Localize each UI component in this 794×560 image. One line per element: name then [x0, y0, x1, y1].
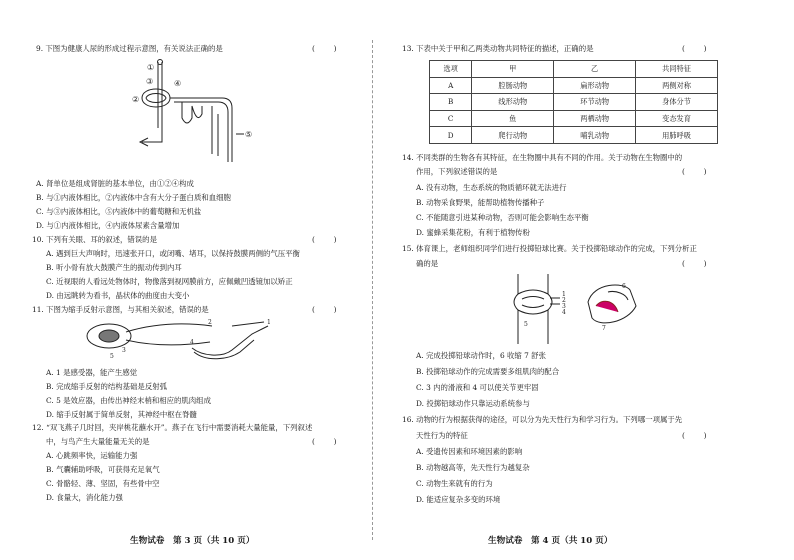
- table-cell: 两栖动物: [554, 110, 636, 127]
- q11-option-b: B. 完成缩手反射的结构基础是反射弧: [46, 382, 167, 391]
- q16-option-d: D. 能适应复杂多变的环境: [416, 495, 501, 504]
- q11-label-2: 2: [208, 319, 212, 326]
- kidney-nephron-figure: [132, 58, 267, 168]
- right-page: [402, 0, 748, 560]
- gray-matter-shape: [99, 330, 119, 342]
- tubule-loop-shape: [182, 102, 202, 123]
- joint-capsule: [518, 290, 548, 314]
- reflex-arc-figure: [82, 316, 272, 364]
- q15-option-c: C. 3 内的滑液和 4 可以使关节更牢固: [416, 383, 539, 392]
- q13-table: [429, 60, 718, 144]
- q15-label-3: 3: [562, 303, 566, 310]
- q14-stem-line2: 作用，下列叙述错误的是: [416, 167, 498, 176]
- q14-option-d: D. 蜜蜂采集花粉，有利于植物传粉: [416, 228, 530, 237]
- q11-option-c: C. 5 是效应器，由传出神经末梢和相应的肌肉组成: [46, 396, 211, 405]
- q9-label-4: ④: [174, 79, 182, 88]
- q12-option-c: C. 骨骼轻、薄、坚固，有些骨中空: [46, 479, 160, 488]
- table-cell: 鱼: [472, 110, 554, 127]
- triceps-line: [608, 291, 628, 300]
- q11-label-4: 4: [190, 339, 194, 346]
- q10-option-d: D. 由远眺转为看书，晶状体的曲度由大变小: [46, 291, 190, 300]
- q11-option-a: A. 1 是感受器，能产生感觉: [46, 368, 137, 377]
- table-row: [430, 94, 718, 111]
- q15-label-4: 4: [562, 309, 566, 316]
- q9-label-5: ⑤: [245, 130, 253, 139]
- table-cell: 线形动物: [472, 94, 554, 111]
- q11-option-d: D. 缩手反射属于简单反射，其神经中枢在脊髓: [46, 410, 197, 419]
- q11-label-3: 3: [122, 347, 126, 354]
- nerve-fibers: [126, 324, 212, 345]
- q12-stem-line1: 12. “双飞燕子几时回，夹岸桃花蘸水开”。燕子在飞行中需要消耗大量能量，下列叙述: [32, 423, 313, 432]
- q10-option-b: B. 听小骨有放大鼓膜产生的振动传到内耳: [46, 263, 182, 272]
- q14-option-b: B. 动物采食野果，能帮助植物传播种子: [416, 198, 545, 207]
- q16-stem-line1: 16. 动物的行为根据获得的途径，可以分为先天性行为和学习行为。下列哪一项属于先: [402, 415, 683, 424]
- table-header-cell: 甲: [472, 61, 554, 78]
- q11-stem: 11. 下图为缩手反射示意图，与其相关叙述，错误的是: [32, 305, 209, 314]
- renal-tubule-shape: [170, 98, 232, 158]
- q16-stem-line2: 天性行为的特征: [416, 431, 468, 440]
- knee-joint-arm-muscle-figure: [504, 272, 644, 346]
- table-header-cell: 选项: [430, 61, 472, 78]
- q15-option-b: B. 投掷铅球动作的完成需要多组肌肉的配合: [416, 367, 560, 376]
- q9-label-2: ②: [132, 95, 140, 104]
- table-row: [430, 77, 718, 94]
- q10-stem: 10. 下列有关眼、耳的叙述，错误的是: [32, 235, 157, 244]
- table-row: [430, 110, 718, 127]
- collecting-duct-line: [212, 106, 218, 156]
- table-header-cell: 共同特征: [636, 61, 718, 78]
- q12-option-a: A. 心跳频率快，运输能力强: [46, 451, 138, 460]
- table-header-row: [430, 61, 718, 78]
- q9-label-1: ①: [147, 63, 155, 72]
- q15-answer-paren: ( ): [682, 259, 707, 268]
- q10-option-c: C. 近视眼的人看远处物体时，物像落到视网膜前方，应佩戴凹透镜加以矫正: [46, 277, 293, 286]
- joint-bone-outline: [514, 274, 552, 344]
- q16-option-a: A. 受遗传因素和环境因素的影响: [416, 447, 523, 456]
- table-cell: 哺乳动物: [554, 127, 636, 144]
- glomerulus-shape: [146, 94, 166, 103]
- table-cell: 腔肠动物: [472, 77, 554, 94]
- table-cell: 两侧对称: [636, 77, 718, 94]
- duct-end-line: [228, 158, 232, 162]
- biceps-muscle-shape: [596, 301, 618, 312]
- q15-stem-line1: 15. 体育课上，老师组织同学们进行投掷铅球比赛。关于投掷铅球动作的完成，下列分析正: [402, 244, 697, 253]
- q13-answer-paren: ( ): [682, 44, 707, 53]
- table-cell: 环节动物: [554, 94, 636, 111]
- q10-option-a: A. 遇到巨大声响时，迅速张开口，或闭嘴、堵耳，以保持鼓膜两侧的气压平衡: [46, 249, 300, 258]
- pin-line: [232, 322, 264, 326]
- table-cell: A: [430, 77, 472, 94]
- q15-label-5: 5: [524, 321, 528, 328]
- q14-option-c: C. 不能随意引进某种动物，否则可能会影响生态平衡: [416, 213, 589, 222]
- table-cell: D: [430, 127, 472, 144]
- q12-option-d: D. 食量大，消化能力强: [46, 493, 123, 502]
- q9-answer-paren: ( ): [312, 44, 337, 53]
- q15-option-a: A. 完成投掷铅球动作时，6 收缩 7 舒张: [416, 351, 546, 360]
- q16-answer-paren: ( ): [682, 431, 707, 440]
- table-cell: B: [430, 94, 472, 111]
- q15-label-6: 6: [622, 283, 626, 290]
- q9-option-b: B. 与①内液体相比，②内液体中含有大分子蛋白质和血细胞: [36, 193, 231, 202]
- q9-stem: 9. 下图为健康人尿的形成过程示意图，有关说法正确的是: [36, 44, 223, 53]
- q16-option-c: C. 动物生来就有的行为: [416, 479, 493, 488]
- q15-option-d: D. 投掷铅球动作只靠运动系统参与: [416, 399, 530, 408]
- q15-label-2: 2: [562, 297, 566, 304]
- q9-option-d: D. 与①内液体相比，④内液体尿素含量增加: [36, 221, 180, 230]
- table-cell: 扁形动物: [554, 77, 636, 94]
- q9-label-3: ③: [146, 77, 154, 86]
- q14-answer-paren: ( ): [682, 167, 707, 176]
- joint-cartilage: [522, 297, 544, 308]
- left-page-footer: 生物试卷 第 3 页（共 10 页）: [130, 536, 255, 546]
- table-cell: 爬行动物: [472, 127, 554, 144]
- table-cell: 变态发育: [636, 110, 718, 127]
- q9-option-c: C. 与③内液体相比，⑤内液体中的葡萄糖和无机盐: [36, 207, 202, 216]
- table-header-cell: 乙: [554, 61, 636, 78]
- q16-option-b: B. 动物越高等，先天性行为越复杂: [416, 463, 530, 472]
- table-cell: 身体分节: [636, 94, 718, 111]
- q11-label-1: 1: [267, 319, 271, 326]
- q10-answer-paren: ( ): [312, 235, 337, 244]
- table-cell: C: [430, 110, 472, 127]
- q15-label-7: 7: [602, 325, 606, 332]
- q12-answer-paren: ( ): [312, 437, 337, 446]
- q14-stem-line1: 14. 不同类群的生物各有其特征，在生物圈中具有不同的作用。关于动物在生物圈中的: [402, 153, 683, 162]
- q15-stem-line2: 确的是: [416, 259, 439, 268]
- q15-label-1: 1: [562, 291, 566, 298]
- table-row: [430, 127, 718, 144]
- renal-artery-line: [158, 62, 162, 128]
- page-divider: [372, 40, 373, 540]
- table-cell: 用肺呼吸: [636, 127, 718, 144]
- right-page-footer: 生物试卷 第 4 页（共 10 页）: [488, 536, 613, 546]
- q14-option-a: A. 没有动物，生态系统的物质循环就无法进行: [416, 183, 567, 192]
- q12-option-b: B. 气囊辅助呼吸，可获得充足氧气: [46, 465, 160, 474]
- left-page: [22, 0, 362, 560]
- hand-line: [260, 326, 268, 330]
- q12-stem-line2: 中，与鸟产生大量能量无关的是: [46, 437, 150, 446]
- q11-label-5: 5: [110, 353, 114, 360]
- q11-answer-paren: ( ): [312, 305, 337, 314]
- q9-option-a: A. 肾单位是组成肾脏的基本单位，由①②④构成: [36, 179, 194, 188]
- q13-stem: 13. 下表中关于甲和乙两类动物共同特征的描述，正确的是: [402, 44, 594, 53]
